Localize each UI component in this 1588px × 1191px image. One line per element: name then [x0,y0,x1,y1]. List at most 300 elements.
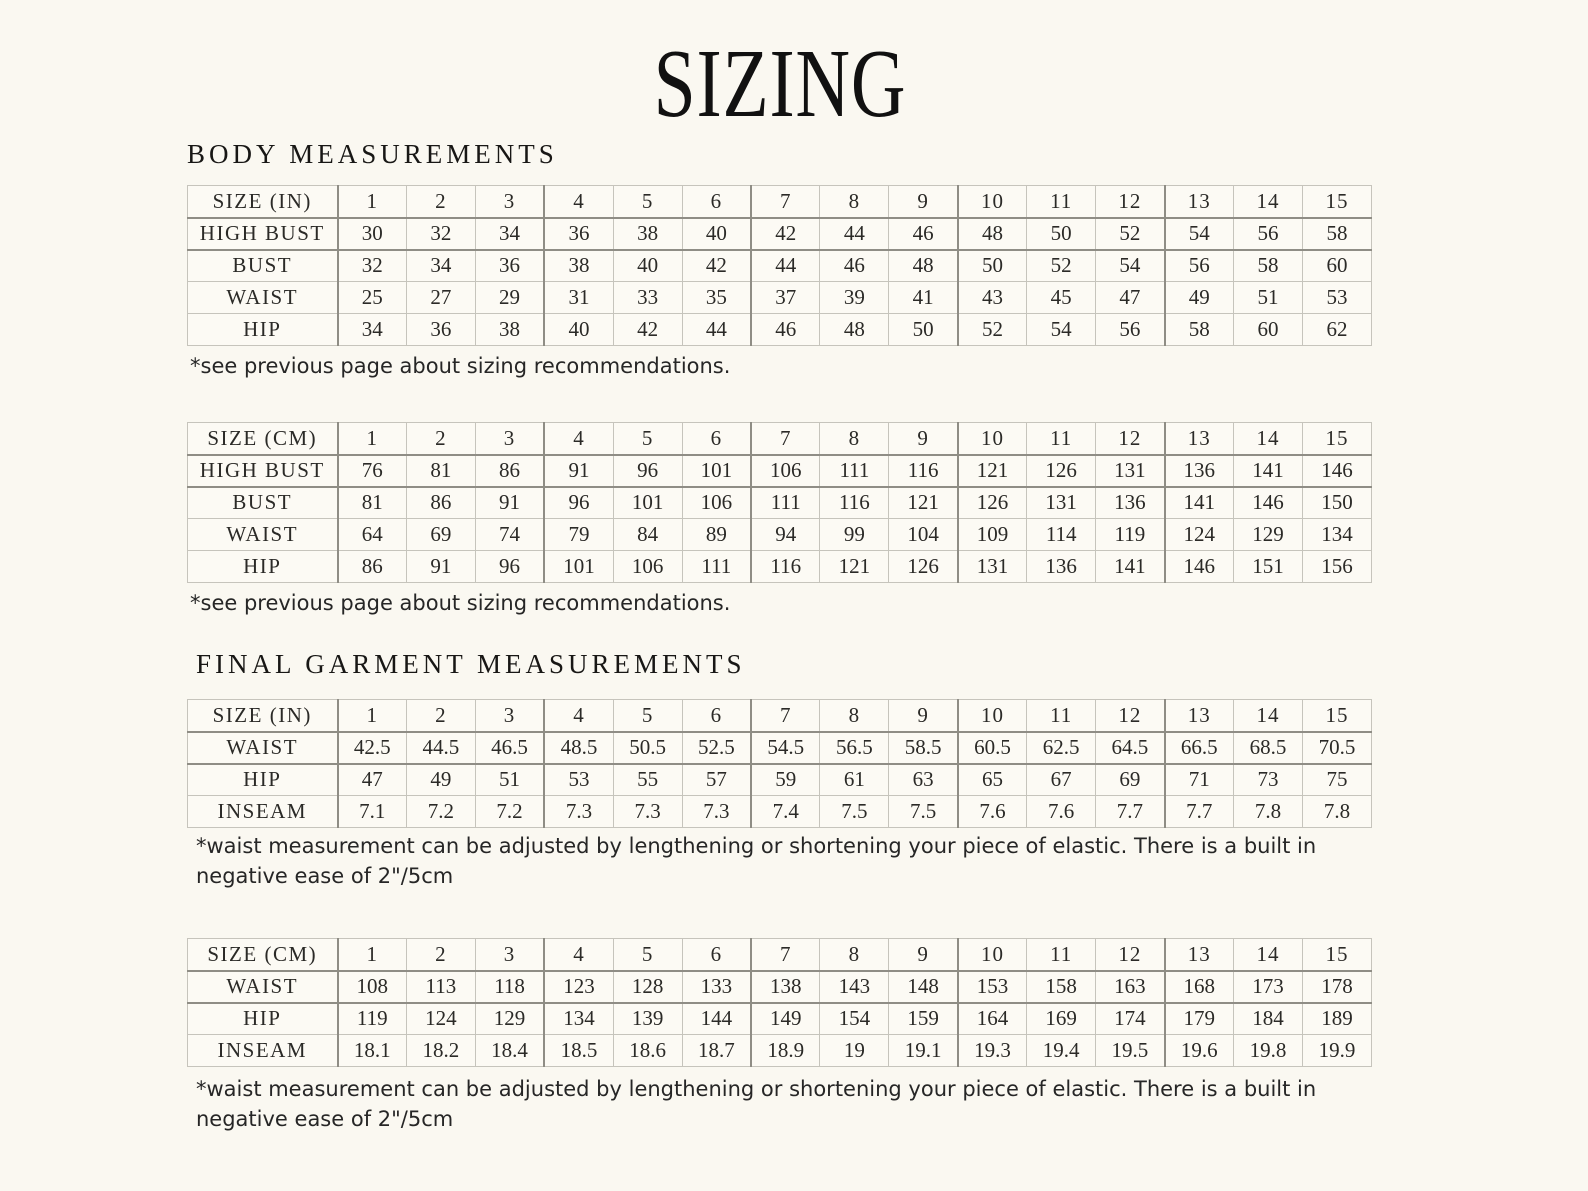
measurement-row [188,796,1372,828]
measurement-value: 163 [1096,971,1165,1003]
measurement-value: 37 [751,282,820,314]
measurement-value: 69 [406,519,475,551]
measurement-value: 27 [406,282,475,314]
size-number-header: 13 [1165,423,1234,455]
size-number-header: 2 [406,186,475,218]
measurement-value: 70.5 [1302,732,1371,764]
measurement-value: 18.2 [406,1035,475,1067]
size-number-header: 6 [682,423,751,455]
measurement-value: 106 [613,551,682,583]
measurement-value: 159 [889,1003,958,1035]
measurement-value: 139 [613,1003,682,1035]
body-measurements-heading: BODY MEASUREMENTS [187,139,558,169]
size-number-header: 4 [544,939,613,971]
measurement-value: 71 [1165,764,1234,796]
size-number-header: 12 [1096,700,1165,732]
size-number-header: 11 [1027,423,1096,455]
size-number-header: 1 [338,939,407,971]
measurement-value: 48 [820,314,889,346]
measurement-value: 19.9 [1302,1035,1371,1067]
size-number-header: 2 [406,423,475,455]
measurement-value: 60 [1302,250,1371,282]
row-label: INSEAM [188,796,338,828]
measurement-value: 50 [958,250,1027,282]
measurement-value: 144 [682,1003,751,1035]
measurement-value: 91 [406,551,475,583]
size-number-header: 3 [475,186,544,218]
measurement-value: 49 [406,764,475,796]
measurement-value: 42 [751,218,820,250]
measurement-value: 79 [544,519,613,551]
measurement-value: 86 [475,455,544,487]
size-number-header: 13 [1165,939,1234,971]
measurement-value: 104 [889,519,958,551]
measurement-value: 149 [751,1003,820,1035]
measurement-value: 116 [820,487,889,519]
measurement-value: 7.5 [889,796,958,828]
garment_in-grid [187,699,1372,828]
measurement-value: 141 [1165,487,1234,519]
measurement-row [188,250,1372,282]
measurement-value: 40 [682,218,751,250]
measurement-value: 18.5 [544,1035,613,1067]
measurement-value: 69 [1096,764,1165,796]
measurement-value: 50.5 [613,732,682,764]
measurement-row [188,971,1372,1003]
measurement-value: 116 [889,455,958,487]
measurement-value: 74 [475,519,544,551]
size-header-row [188,939,1372,971]
measurement-value: 19.8 [1233,1035,1302,1067]
measurement-value: 113 [406,971,475,1003]
measurement-value: 96 [613,455,682,487]
measurement-value: 7.6 [1027,796,1096,828]
measurement-value: 129 [475,1003,544,1035]
measurement-value: 19.4 [1027,1035,1096,1067]
measurement-value: 101 [682,455,751,487]
measurement-value: 7.3 [544,796,613,828]
measurement-value: 7.7 [1165,796,1234,828]
measurement-value: 67 [1027,764,1096,796]
measurement-value: 7.2 [406,796,475,828]
measurement-value: 151 [1233,551,1302,583]
size-number-header: 4 [544,700,613,732]
measurement-value: 53 [544,764,613,796]
measurement-value: 54 [1165,218,1234,250]
size-number-header: 1 [338,186,407,218]
row-label: WAIST [188,732,338,764]
size-number-header: 14 [1233,939,1302,971]
size-number-header: 7 [751,700,820,732]
measurement-value: 18.6 [613,1035,682,1067]
measurement-value: 129 [1233,519,1302,551]
measurement-value: 44 [820,218,889,250]
measurement-value: 7.7 [1096,796,1165,828]
measurement-value: 7.2 [475,796,544,828]
measurement-value: 121 [820,551,889,583]
measurement-value: 7.6 [958,796,1027,828]
size-number-header: 12 [1096,423,1165,455]
row-label: BUST [188,487,338,519]
measurement-value: 7.3 [613,796,682,828]
elastic-adjustment-note: *waist measurement can be adjusted by lengthening or shortening your piece of elastic. There is a built in negative ease of 2"/5cm [196,834,1317,888]
measurement-value: 43 [958,282,1027,314]
measurement-value: 46.5 [475,732,544,764]
measurement-value: 40 [613,250,682,282]
measurement-value: 123 [544,971,613,1003]
size-number-header: 15 [1302,423,1371,455]
row-label: HIP [188,764,338,796]
measurement-row [188,551,1372,583]
measurement-row [188,314,1372,346]
measurement-value: 18.4 [475,1035,544,1067]
measurement-value: 134 [1302,519,1371,551]
table-corner-label: SIZE (IN) [188,700,338,732]
measurement-value: 146 [1233,487,1302,519]
measurement-value: 150 [1302,487,1371,519]
measurement-value: 48 [958,218,1027,250]
size-number-header: 1 [338,423,407,455]
measurement-row [188,455,1372,487]
measurement-row [188,764,1372,796]
size-number-header: 5 [613,186,682,218]
size-number-header: 9 [889,939,958,971]
table-corner-label: SIZE (CM) [188,423,338,455]
size-number-header: 11 [1027,700,1096,732]
size-number-header: 9 [889,186,958,218]
measurement-value: 38 [475,314,544,346]
measurement-value: 134 [544,1003,613,1035]
size-number-header: 14 [1233,700,1302,732]
measurement-value: 60.5 [958,732,1027,764]
measurement-value: 50 [889,314,958,346]
measurement-value: 114 [1027,519,1096,551]
measurement-value: 31 [544,282,613,314]
measurement-value: 25 [338,282,407,314]
measurement-value: 169 [1027,1003,1096,1035]
size-number-header: 8 [820,700,889,732]
measurement-value: 39 [820,282,889,314]
size-number-header: 10 [958,939,1027,971]
row-label: INSEAM [188,1035,338,1067]
measurement-value: 51 [1233,282,1302,314]
measurement-value: 128 [613,971,682,1003]
measurement-value: 119 [338,1003,407,1035]
measurement-value: 54 [1096,250,1165,282]
measurement-value: 58 [1165,314,1234,346]
measurement-value: 141 [1096,551,1165,583]
measurement-value: 18.1 [338,1035,407,1067]
measurement-row [188,519,1372,551]
size-header-row [188,423,1372,455]
measurement-value: 7.8 [1302,796,1371,828]
page-title: SIZING [653,30,906,137]
measurement-value: 99 [820,519,889,551]
measurement-value: 116 [751,551,820,583]
measurement-value: 65 [958,764,1027,796]
size-number-header: 10 [958,186,1027,218]
measurement-value: 189 [1302,1003,1371,1035]
size-number-header: 8 [820,939,889,971]
measurement-value: 36 [544,218,613,250]
measurement-value: 7.1 [338,796,407,828]
measurement-value: 118 [475,971,544,1003]
measurement-value: 48.5 [544,732,613,764]
measurement-value: 141 [1233,455,1302,487]
measurement-value: 52 [958,314,1027,346]
measurement-value: 73 [1233,764,1302,796]
measurement-value: 153 [958,971,1027,1003]
measurement-value: 54.5 [751,732,820,764]
measurement-value: 18.9 [751,1035,820,1067]
measurement-value: 55 [613,764,682,796]
page-title-container [188,28,1371,139]
size-number-header: 3 [475,939,544,971]
size-number-header: 4 [544,423,613,455]
measurement-row [188,282,1372,314]
measurement-value: 64 [338,519,407,551]
measurement-value: 178 [1302,971,1371,1003]
measurement-value: 44 [682,314,751,346]
size-number-header: 15 [1302,939,1371,971]
measurement-value: 48 [889,250,958,282]
final-garment-cm-table [187,938,1372,1067]
row-label: WAIST [188,282,338,314]
measurement-value: 121 [958,455,1027,487]
measurement-row [188,218,1372,250]
measurement-value: 19.3 [958,1035,1027,1067]
measurement-value: 133 [682,971,751,1003]
size-number-header: 7 [751,186,820,218]
measurement-value: 126 [889,551,958,583]
body-measurements-inches-table [187,185,1372,346]
measurement-value: 124 [1165,519,1234,551]
measurement-value: 18.7 [682,1035,751,1067]
size-number-header: 5 [613,700,682,732]
measurement-value: 61 [820,764,889,796]
measurement-value: 56 [1233,218,1302,250]
measurement-value: 106 [682,487,751,519]
measurement-value: 58 [1233,250,1302,282]
measurement-value: 111 [682,551,751,583]
row-label: WAIST [188,519,338,551]
table-corner-label: SIZE (CM) [188,939,338,971]
measurement-value: 108 [338,971,407,1003]
size-number-header: 8 [820,423,889,455]
size-number-header: 10 [958,700,1027,732]
size-number-header: 13 [1165,186,1234,218]
measurement-value: 7.3 [682,796,751,828]
measurement-value: 131 [1027,487,1096,519]
body_in-grid [187,185,1372,346]
measurement-value: 156 [1302,551,1371,583]
measurement-value: 76 [338,455,407,487]
measurement-value: 46 [751,314,820,346]
measurement-value: 136 [1096,487,1165,519]
size-number-header: 12 [1096,939,1165,971]
row-label: HIP [188,551,338,583]
measurement-value: 168 [1165,971,1234,1003]
measurement-value: 42 [682,250,751,282]
measurement-value: 40 [544,314,613,346]
measurement-value: 42 [613,314,682,346]
size-number-header: 6 [682,939,751,971]
table-corner-label: SIZE (IN) [188,186,338,218]
measurement-value: 109 [958,519,1027,551]
sizing-recommendation-note: *see previous page about sizing recommendations. [190,591,731,615]
measurement-value: 81 [338,487,407,519]
size-number-header: 7 [751,939,820,971]
measurement-value: 111 [751,487,820,519]
measurement-value: 94 [751,519,820,551]
measurement-value: 34 [475,218,544,250]
measurement-value: 89 [682,519,751,551]
measurement-value: 81 [406,455,475,487]
measurement-value: 62.5 [1027,732,1096,764]
measurement-value: 84 [613,519,682,551]
measurement-value: 154 [820,1003,889,1035]
measurement-value: 52 [1096,218,1165,250]
measurement-value: 56 [1165,250,1234,282]
measurement-value: 54 [1027,314,1096,346]
measurement-value: 46 [889,218,958,250]
measurement-row [188,732,1372,764]
measurement-value: 143 [820,971,889,1003]
measurement-value: 19 [820,1035,889,1067]
measurement-value: 148 [889,971,958,1003]
measurement-value: 38 [613,218,682,250]
measurement-value: 60 [1233,314,1302,346]
measurement-value: 56.5 [820,732,889,764]
measurement-value: 184 [1233,1003,1302,1035]
measurement-value: 136 [1165,455,1234,487]
measurement-value: 32 [338,250,407,282]
size-number-header: 9 [889,700,958,732]
size-number-header: 14 [1233,423,1302,455]
row-label: HIGH BUST [188,455,338,487]
measurement-row [188,487,1372,519]
size-number-header: 11 [1027,939,1096,971]
size-header-row [188,186,1372,218]
measurement-value: 56 [1096,314,1165,346]
measurement-value: 96 [475,551,544,583]
measurement-value: 19.6 [1165,1035,1234,1067]
elastic-adjustment-note: *waist measurement can be adjusted by lengthening or shortening your piece of elastic. There is a built in negative ease of 2"/5cm [196,1077,1317,1131]
measurement-value: 179 [1165,1003,1234,1035]
size-number-header: 2 [406,700,475,732]
measurement-value: 66.5 [1165,732,1234,764]
size-number-header: 5 [613,423,682,455]
measurement-value: 34 [338,314,407,346]
size-number-header: 3 [475,423,544,455]
size-number-header: 9 [889,423,958,455]
measurement-value: 138 [751,971,820,1003]
sizing-recommendation-note: *see previous page about sizing recommendations. [190,354,731,378]
size-header-row [188,700,1372,732]
size-number-header: 7 [751,423,820,455]
size-number-header: 8 [820,186,889,218]
measurement-value: 7.4 [751,796,820,828]
measurement-value: 32 [406,218,475,250]
size-number-header: 2 [406,939,475,971]
measurement-value: 33 [613,282,682,314]
measurement-value: 50 [1027,218,1096,250]
measurement-value: 146 [1165,551,1234,583]
size-number-header: 10 [958,423,1027,455]
measurement-value: 38 [544,250,613,282]
measurement-value: 51 [475,764,544,796]
measurement-value: 7.8 [1233,796,1302,828]
size-number-header: 4 [544,186,613,218]
measurement-value: 29 [475,282,544,314]
size-number-header: 14 [1233,186,1302,218]
measurement-value: 131 [958,551,1027,583]
row-label: BUST [188,250,338,282]
measurement-value: 64.5 [1096,732,1165,764]
body-measurements-cm-table [187,422,1372,583]
measurement-value: 146 [1302,455,1371,487]
measurement-value: 75 [1302,764,1371,796]
measurement-value: 47 [338,764,407,796]
measurement-value: 91 [475,487,544,519]
measurement-value: 19.5 [1096,1035,1165,1067]
measurement-value: 19.1 [889,1035,958,1067]
measurement-value: 124 [406,1003,475,1035]
measurement-value: 173 [1233,971,1302,1003]
size-number-header: 1 [338,700,407,732]
final-garment-inches-table [187,699,1372,828]
measurement-value: 41 [889,282,958,314]
measurement-value: 36 [406,314,475,346]
measurement-value: 174 [1096,1003,1165,1035]
row-label: HIP [188,1003,338,1035]
garment_cm-grid [187,938,1372,1067]
measurement-value: 59 [751,764,820,796]
measurement-value: 53 [1302,282,1371,314]
measurement-value: 44.5 [406,732,475,764]
final-garment-measurements-heading: FINAL GARMENT MEASUREMENTS [196,649,746,679]
measurement-value: 131 [1096,455,1165,487]
measurement-value: 49 [1165,282,1234,314]
measurement-value: 91 [544,455,613,487]
measurement-value: 34 [406,250,475,282]
measurement-value: 45 [1027,282,1096,314]
measurement-value: 121 [889,487,958,519]
measurement-value: 52.5 [682,732,751,764]
size-number-header: 15 [1302,186,1371,218]
measurement-value: 42.5 [338,732,407,764]
measurement-value: 36 [475,250,544,282]
measurement-value: 62 [1302,314,1371,346]
measurement-value: 52 [1027,250,1096,282]
size-number-header: 3 [475,700,544,732]
measurement-value: 35 [682,282,751,314]
measurement-value: 63 [889,764,958,796]
measurement-value: 119 [1096,519,1165,551]
measurement-value: 86 [338,551,407,583]
measurement-value: 158 [1027,971,1096,1003]
measurement-value: 101 [613,487,682,519]
size-number-header: 15 [1302,700,1371,732]
size-number-header: 6 [682,700,751,732]
measurement-value: 7.5 [820,796,889,828]
size-number-header: 13 [1165,700,1234,732]
measurement-value: 86 [406,487,475,519]
measurement-value: 30 [338,218,407,250]
measurement-value: 101 [544,551,613,583]
size-number-header: 5 [613,939,682,971]
row-label: HIGH BUST [188,218,338,250]
